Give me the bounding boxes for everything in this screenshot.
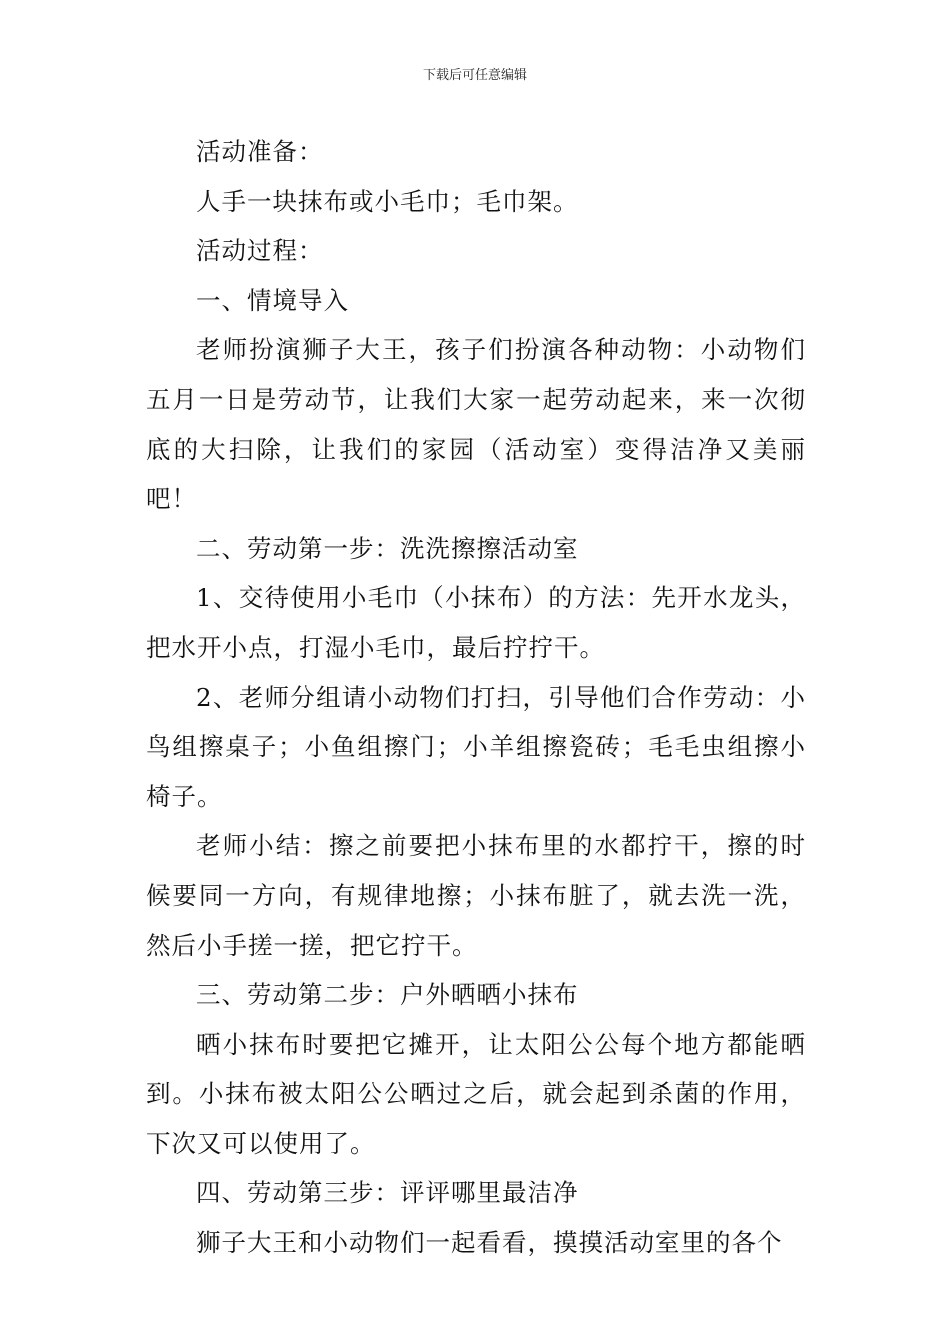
section-heading-2: 二、劳动第一步：洗洗擦擦活动室 (196, 533, 579, 563)
section-label-process: 活动过程： (196, 236, 324, 266)
section-heading-1: 一、情境导入 (196, 285, 349, 315)
section-heading-3: 三、劳动第二步：户外晒晒小抹布 (196, 980, 579, 1010)
paragraph-summary: 老师小结：擦之前要把小抹布里的水都拧干，擦的时候要同一方向，有规律地擦；小抹布脏了，就去洗一洗，然后小手搓一搓，把它拧干。 (146, 831, 806, 960)
page-header-note: 下载后可任意编辑 (422, 68, 527, 83)
paragraph-materials: 人手一块抹布或小毛巾；毛巾架。 (196, 186, 579, 216)
paragraph-evaluation: 狮子大王和小动物们一起看看，摸摸活动室里的各个 (196, 1228, 783, 1258)
section-label-preparation: 活动准备： (196, 137, 324, 166)
paragraph-step-1: 1、交待使用小毛巾（小抹布）的方法：先开水龙头，把水开小点，打湿小毛巾，最后拧拧干。 (146, 583, 806, 662)
paragraph-drying: 晒小抹布时要把它摊开，让太阳公公每个地方都能晒到。小抹布被太阳公公晒过之后，就会起到杀菌的作用，下次又可以使用了。 (146, 1029, 806, 1158)
paragraph-intro: 老师扮演狮子大王，孩子们扮演各种动物：小动物们五月一日是劳动节，让我们大家一起劳动起来，来一次彻底的大扫除，让我们的家园（活动室）变得洁净又美丽吧！ (146, 335, 806, 514)
document-body (146, 127, 806, 1268)
paragraph-step-2: 2、老师分组请小动物们打扫，引导他们合作劳动：小鸟组擦桌子；小鱼组擦门；小羊组擦瓷砖；毛毛虫组擦小椅子。 (146, 682, 806, 811)
section-heading-4: 四、劳动第三步：评评哪里最洁净 (196, 1178, 579, 1208)
